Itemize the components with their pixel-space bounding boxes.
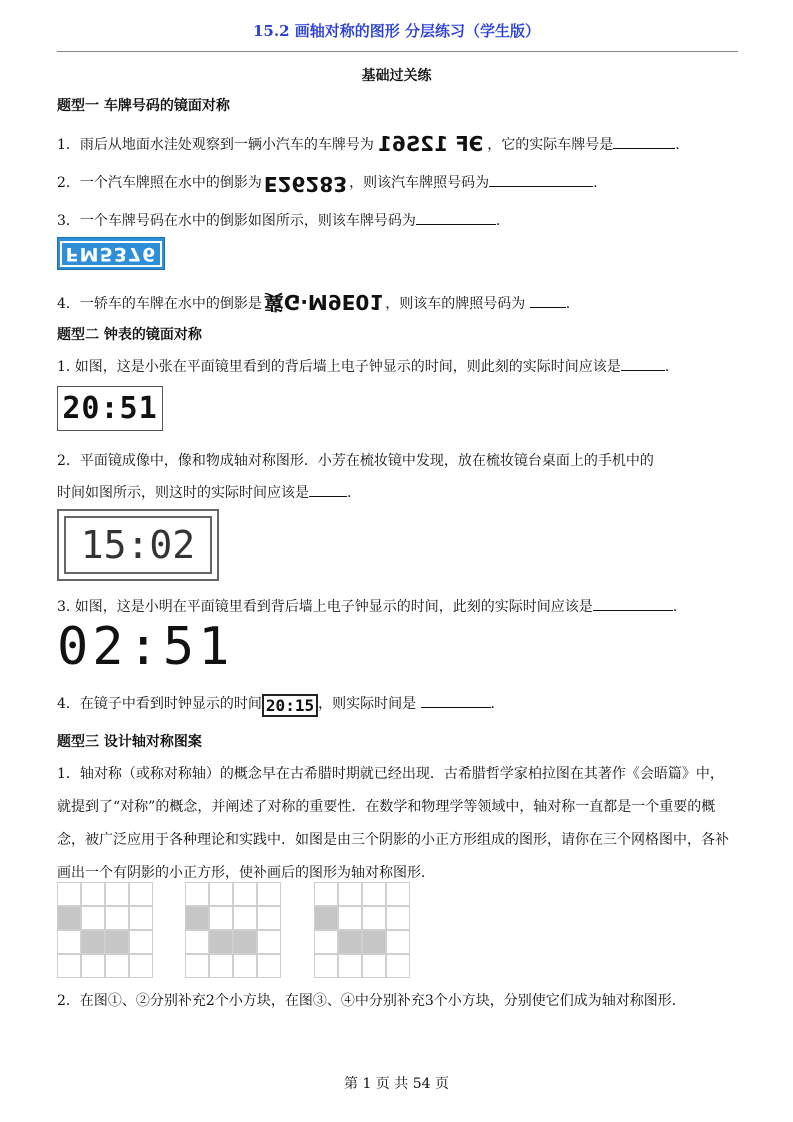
grid-cell (81, 954, 105, 978)
document-title: 15.2 画轴对称的图形 分层练习（学生版） (253, 22, 540, 40)
grid-cell (314, 930, 338, 954)
type1-q1: 1．雨后从地面水洼处观察到一辆小汽车的车牌号为 ЭF 12S61 ，它的实际车牌号是 . (57, 132, 680, 156)
grid-cell (129, 882, 153, 906)
type2-q2-line1: 2．平面镜成像中，像和物成轴对称图形．小芳在梳妆镜中发现，放在梳妆镜台桌面上的手机中的 (57, 453, 654, 469)
type1-q4-text: 4．一轿车的车牌在水中的倒影是 (57, 296, 262, 312)
type2-q2-line2: 时间如图所示，则这时的实际时间应该是 . (57, 482, 737, 502)
type2-q2-text: 时间如图所示，则这时的实际时间应该是 (57, 485, 309, 501)
type2-q3-text: 3. 如图，这是小明在平面镜里看到背后墙上电子钟显示的时间，此刻的实际时间应该是 (57, 599, 593, 615)
answer-blank (530, 293, 566, 308)
grid-cell (257, 954, 281, 978)
shaded-grid-cell (233, 930, 257, 954)
shaded-grid-cell (105, 930, 129, 954)
grid-cell (314, 954, 338, 978)
grid-cell (362, 882, 386, 906)
grid-cell (105, 954, 129, 978)
type1-q3-text: 3．一个车牌号码在水中的倒影如图所示，则该车牌号码为 (57, 213, 416, 229)
grid-cell (314, 882, 338, 906)
type2-q1-text: 1. 如图，这是小张在平面镜里看到的背后墙上电子钟显示的时间，则此刻的实际时间应该是 (57, 359, 621, 375)
water-reflection-plate-image: E26283 (263, 172, 348, 196)
type1-q1-text: 1．雨后从地面水洼处观察到一辆小汽车的车牌号为 (57, 137, 374, 153)
answer-blank (416, 210, 496, 225)
grid-cell (209, 906, 233, 930)
answer-blank (621, 356, 665, 371)
shaded-grid-cell (338, 930, 362, 954)
grid-cell (257, 906, 281, 930)
answer-blank (489, 172, 593, 187)
header-divider (57, 51, 738, 52)
grid-cell (386, 906, 410, 930)
grid-cell (338, 954, 362, 978)
grid-cell (185, 930, 209, 954)
grid-cell (81, 882, 105, 906)
type1-q2-text: 2．一个汽车牌照在水中的倒影为 (57, 175, 262, 191)
type2-q4-after: ，则实际时间是 (318, 696, 417, 712)
answer-blank (613, 134, 675, 149)
type2-q3: 3. 如图，这是小明在平面镜里看到背后墙上电子钟显示的时间，此刻的实际时间应该是 . (57, 596, 737, 616)
type1-q3: 3．一个车牌号码在水中的倒影如图所示，则该车牌号码为 . (57, 210, 737, 230)
digital-clock-image (57, 509, 219, 581)
clock-display: 02:51 (57, 617, 234, 677)
grid-cell (338, 882, 362, 906)
grid-cell (57, 954, 81, 978)
grid-cell (185, 954, 209, 978)
grid-cell (362, 954, 386, 978)
type3-heading: 题型三 设计轴对称图案 (57, 734, 202, 750)
type1-q1-after: ，它的实际车牌号是 (487, 137, 614, 153)
grid-cell (338, 906, 362, 930)
grid-cell (185, 882, 209, 906)
answer-blank (309, 482, 347, 497)
type2-heading: 题型二 钟表的镜面对称 (57, 327, 202, 343)
grid-cell (233, 882, 257, 906)
clock-display: 20:15 (262, 694, 318, 717)
shaded-grid-cell (81, 930, 105, 954)
grid-cell (257, 930, 281, 954)
type3-q1: 1．轴对称（或称对称轴）的概念早在古希腊时期就已经出现．古希腊哲学家柏拉图在其著作《会晤篇》中，就提到了“对称”的概念，并阐述了对称的重要性．在数学和物理学等领域中，轴对称一直都是一个重要的概念，被广泛应用于各种理论和实践中．如图是由三个阴影的小正方形组成的图形，请你在三个网格图中，各补画出一个有阴影的小正方形，使补画后的图形为轴对称图形． (57, 766, 729, 881)
grid-cell (362, 906, 386, 930)
type2-q1: 1. 如图，这是小张在平面镜里看到的背后墙上电子钟显示的时间，则此刻的实际时间应该是 . (57, 356, 737, 376)
grid-cell (129, 930, 153, 954)
grid-cell (233, 954, 257, 978)
grid-cell (209, 882, 233, 906)
grid-cell (81, 906, 105, 930)
type1-q2: 2．一个汽车牌照在水中的倒影为 E26283 ，则该汽车牌照号码为 . (57, 172, 598, 196)
type2-q4: 4．在镜子中看到时钟显示的时间 20:15 ，则实际时间是 . (57, 693, 737, 717)
grid-cell (386, 954, 410, 978)
section-heading: 基础过关练 (361, 68, 432, 84)
grid-cell (129, 954, 153, 978)
grid-cell (209, 954, 233, 978)
plate-reflection-text: FM5376 (60, 241, 163, 267)
plate-reflection-image (57, 237, 165, 270)
grid-cell (129, 906, 153, 930)
water-reflection-plate-image: 冀G·M9E01 (263, 290, 384, 314)
clock-display: 20:51 (62, 391, 158, 426)
type3-q2: 2．在图①、②分别补充2个小方块，在图③、④中分别补充3个小方块，分别使它们成为轴对称图形． (57, 993, 686, 1009)
grid-cell (386, 930, 410, 954)
digital-clock-image (57, 386, 163, 431)
shaded-grid-cell (57, 906, 81, 930)
grid-cell (105, 882, 129, 906)
answer-blank (421, 693, 491, 708)
grid-figure-3 (314, 882, 410, 978)
shaded-grid-cell (314, 906, 338, 930)
grid-cell (57, 930, 81, 954)
digital-clock-image (57, 617, 247, 677)
page-number: 第 1 页 共 54 页 (344, 1076, 449, 1092)
grid-cell (57, 882, 81, 906)
shaded-grid-cell (209, 930, 233, 954)
type1-q4-after: ，则该车的牌照号码为 (385, 296, 526, 312)
mirrored-plate-image: ЭF 12S61 (377, 132, 484, 156)
type1-q2-after: ，则该汽车牌照号码为 (349, 175, 490, 191)
type1-heading: 题型一 车牌号码的镜面对称 (57, 98, 230, 114)
type1-q4: 4．一轿车的车牌在水中的倒影是 冀G·M9E01 ，则该车的牌照号码为 . (57, 289, 737, 318)
grid-cell (233, 906, 257, 930)
shaded-grid-cell (362, 930, 386, 954)
grid-cell (386, 882, 410, 906)
clock-display: 15:02 (80, 523, 196, 567)
type2-q4-text: 4．在镜子中看到时钟显示的时间 (57, 696, 262, 712)
grid-cell (257, 882, 281, 906)
answer-blank (593, 596, 673, 611)
grid-cell (105, 906, 129, 930)
grid-figure-1 (57, 882, 153, 978)
shaded-grid-cell (185, 906, 209, 930)
grid-figure-2 (185, 882, 281, 978)
